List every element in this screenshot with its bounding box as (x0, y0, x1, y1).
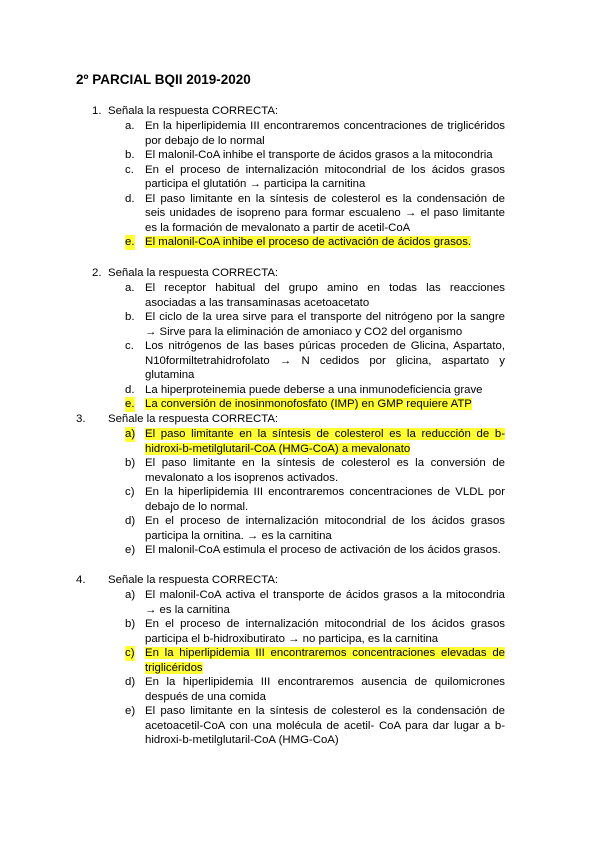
option-a (125, 119, 505, 148)
option-text: En la hiperlipidemia III encontraremos concentraciones elevadas de triglicéridos (145, 647, 505, 674)
option-label: c. (125, 163, 134, 176)
question-4 (76, 573, 505, 748)
option-text: El malonil-CoA estimula el proceso de activación de los ácidos grasos. (145, 544, 501, 556)
option-text: En la hiperlipidemia III encontraremos concentraciones de triglicéridos por debajo de lo normal (145, 120, 505, 147)
option-label: c) (125, 486, 135, 498)
option-text: El paso limitante en la síntesis de colesterol es la conversión de mevalonato a los isoprenos activados. (145, 457, 505, 484)
question-number: 4. (76, 574, 86, 586)
option-text: El malonil-CoA activa el transporte de ácidos grasos a la mitocondria → es la carnitina (145, 589, 505, 616)
question-prompt: Señale la respuesta CORRECTA: (108, 413, 279, 425)
option-text: En el proceso de internalización mitocondrial de los ácidos grasos participa el b-hidroxibutirato → no participa, es la carnitina (145, 618, 505, 645)
option-b (125, 617, 505, 646)
option-a (125, 588, 505, 617)
option-label: d) (125, 676, 136, 688)
question-prompt: Señale la respuesta CORRECTA: (108, 574, 279, 586)
question-3 (76, 412, 505, 558)
option-e-highlighted (125, 397, 505, 412)
option-c (125, 339, 505, 383)
option-text: La conversión de inosinmonofosfato (IMP) en GMP requiere ATP (145, 398, 472, 410)
option-text: El receptor habitual del grupo amino en todas las reacciones asociadas a las transaminasas acetoacetato (145, 282, 505, 309)
question-number: 3. (76, 413, 86, 425)
option-c (125, 485, 505, 514)
option-label: e) (125, 705, 136, 717)
question-number: 1. (92, 105, 102, 117)
option-text: El ciclo de la urea sirve para el transporte del nitrógeno por la sangre → Sirve para la eliminación de amoniaco y CO2 del organismo (145, 311, 505, 338)
option-e (125, 543, 505, 558)
option-text: En el proceso de internalización mitocondrial de los ácidos grasos participa el glutatión → participa la carnitina (145, 163, 505, 190)
option-text: El paso limitante en la síntesis de colesterol es la condensación de seis unidades de isopreno para formar escualeno → el paso limitante es la formación de mevalonato a partir de acetil-CoA (145, 192, 505, 234)
option-label: a) (125, 428, 136, 440)
option-c (125, 163, 505, 192)
option-label: b) (125, 618, 136, 630)
question-2 (92, 266, 505, 412)
option-b (125, 456, 505, 485)
option-label: b) (125, 457, 136, 469)
option-label: b. (125, 149, 135, 161)
option-text: En la hiperlipidemia III encontraremos concentraciones de VLDL por debajo de lo normal. (145, 486, 505, 513)
option-label: d. (125, 192, 135, 205)
option-e (125, 704, 505, 748)
option-label: d. (125, 383, 135, 396)
option-text: Los nitrógenos de las bases púricas proceden de Glicina, Aspartato, N10formiltetrahidrofolato → N cedidos por glicina, aspartato y glutamina (145, 340, 505, 381)
option-text: El paso limitante en la síntesis de colesterol es la condensación de acetoacetil-CoA con una molécula de acetil- CoA para dar lugar a b-hidroxi-b-metilglutaril-CoA (HMG-CoA) (145, 705, 505, 746)
option-label: c. (125, 340, 134, 352)
option-b (125, 148, 505, 163)
question-number: 2. (92, 267, 102, 279)
question-prompt: Señala la respuesta CORRECTA: (108, 105, 279, 117)
option-text: En el proceso de internalización mitocondrial de los ácidos grasos participa la ornitina. → es la carnitina (145, 515, 505, 542)
option-e-highlighted (125, 235, 505, 250)
option-a-highlighted (125, 427, 505, 456)
option-label: e. (125, 236, 135, 248)
option-label: e) (125, 544, 136, 556)
option-label: a. (125, 282, 135, 294)
option-text: En la hiperlipidemia III encontraremos ausencia de quilomicrones después de una comida (145, 676, 505, 703)
option-c-highlighted (125, 646, 505, 675)
question-1 (92, 104, 505, 250)
option-label: a) (125, 589, 136, 601)
option-text: El malonil-CoA inhibe el proceso de activación de ácidos grasos. (145, 236, 472, 248)
option-text: El malonil-CoA inhibe el transporte de ácidos grasos a la mitocondria (145, 149, 493, 161)
option-d (125, 383, 505, 398)
option-label: d) (125, 515, 136, 527)
option-d (125, 514, 505, 543)
option-label: c) (125, 647, 135, 659)
option-d (125, 192, 505, 236)
option-label: a. (125, 120, 135, 132)
option-label: e. (125, 398, 135, 410)
question-prompt: Señala la respuesta CORRECTA: (108, 267, 279, 279)
option-label: b. (125, 311, 135, 323)
option-b (125, 310, 505, 339)
option-d (125, 675, 505, 704)
option-a (125, 281, 505, 310)
option-text: La hiperproteinemia puede deberse a una inmunodeficiencia grave (145, 383, 483, 396)
document-title: 2º PARCIAL BQII 2019-2020 (76, 72, 251, 87)
option-text: El paso limitante en la síntesis de colesterol es la reducción de b-hidroxi-b-metilglutaril-CoA (HMG-CoA) a mevalonato (145, 428, 505, 455)
